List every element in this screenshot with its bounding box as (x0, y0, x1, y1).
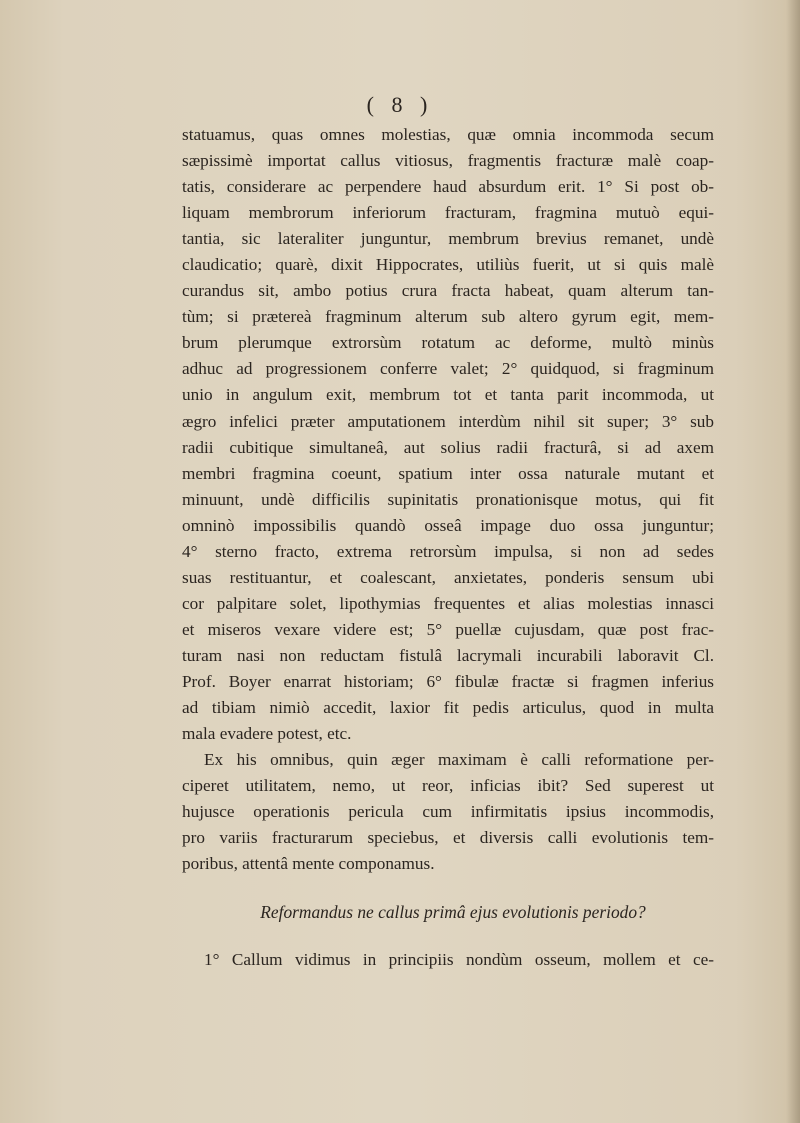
section-heading: Reformandus ne callus primâ ejus evolutionis periodo? (260, 902, 646, 923)
text-line: et miseros vexare videre est; 5° puellæ cujusdam, quæ post frac- (182, 619, 714, 639)
text-line: membri fragmina coeunt, spatium inter ossa naturale mutant et (182, 463, 714, 483)
text-line: claudicatio; quarè, dixit Hippocrates, utiliùs fuerit, ut si quis malè (182, 255, 714, 275)
text-line: mala evadere potest, etc. (182, 724, 352, 744)
text-line: ad tibiam nimiò accedit, laxior fit pedis articulus, quod in multa (182, 698, 714, 718)
text-line: poribus, attentâ mente componamus. (182, 854, 435, 874)
text-line: liquam membrorum inferiorum fracturam, fragmina mutuò equi- (182, 203, 714, 223)
page-edge-shadow (786, 0, 800, 1123)
text-line: turam nasi non reductam fistulâ lacrymali incurabili laboravit Cl. (182, 645, 714, 665)
text-line: omninò impossibilis quandò osseâ impage duo ossa junguntur; (182, 515, 714, 535)
text-line: 1° Callum vidimus in principiis nondùm osseum, mollem et ce- (204, 950, 714, 970)
section-gap (182, 877, 714, 897)
page-number: ( 8 ) (366, 92, 434, 117)
paragraph-1 (182, 122, 714, 747)
text-line: ciperet utilitatem, nemo, ut reor, inficias ibit? Sed superest ut (182, 776, 714, 796)
text-line: unio in angulum exit, membrum tot et tanta parit incommoda, ut (182, 385, 714, 405)
text-line: adhuc ad progressionem conferre valet; 2° quidquod, si fragminum (182, 359, 714, 379)
text-line: sæpissimè importat callus vitiosus, fragmentis fracturæ malè coap- (182, 151, 714, 171)
body-text (182, 122, 714, 973)
text-line: minuunt, undè difficilis supinitatis pronationisque motus, qui fit (182, 489, 714, 509)
text-line: suas restituantur, et coalescant, anxietates, ponderis sensum ubi (182, 567, 714, 587)
paragraph-2 (182, 747, 714, 877)
section-gap (182, 927, 714, 947)
text-line: Ex his omnibus, quin æger maximam è calli reformatione per- (204, 750, 714, 770)
text-line: statuamus, quas omnes molestias, quæ omnia incommoda secum (182, 125, 714, 144)
text-line: ægro infelici præter amputationem interdùm nihil sit super; 3° sub (182, 411, 714, 431)
text-line: cor palpitare solet, lipothymias frequentes et alias molestias innasci (182, 593, 714, 613)
text-line: hujusce operationis pericula cum infirmitatis ipsius incommodis, (182, 802, 714, 822)
text-line: 4° sterno fracto, extrema retrorsùm impulsa, si non ad sedes (182, 541, 714, 561)
text-line: tùm; si prætereà fragminum alterum sub altero gyrum egit, mem- (182, 307, 714, 327)
text-line: curandus sit, ambo potius crura fracta habeat, quam alterum tan- (182, 281, 714, 301)
paragraph-3 (182, 947, 714, 973)
text-line: radii cubitique simultaneâ, aut solius radii fracturâ, si ad axem (182, 437, 714, 457)
text-line: tatis, considerare ac perpendere haud absurdum erit. 1° Si post ob- (182, 177, 714, 197)
text-line: Prof. Boyer enarrat historiam; 6° fibulæ fractæ si fragmen inferius (182, 671, 714, 691)
text-line: brum plerumque extrorsùm rotatum ac deforme, multò minùs (182, 333, 714, 353)
text-line: tantia, sic lateraliter junguntur, membrum brevius remanet, undè (182, 229, 714, 249)
text-line: pro variis fracturarum speciebus, et diversis calli evolutionis tem- (182, 828, 714, 848)
